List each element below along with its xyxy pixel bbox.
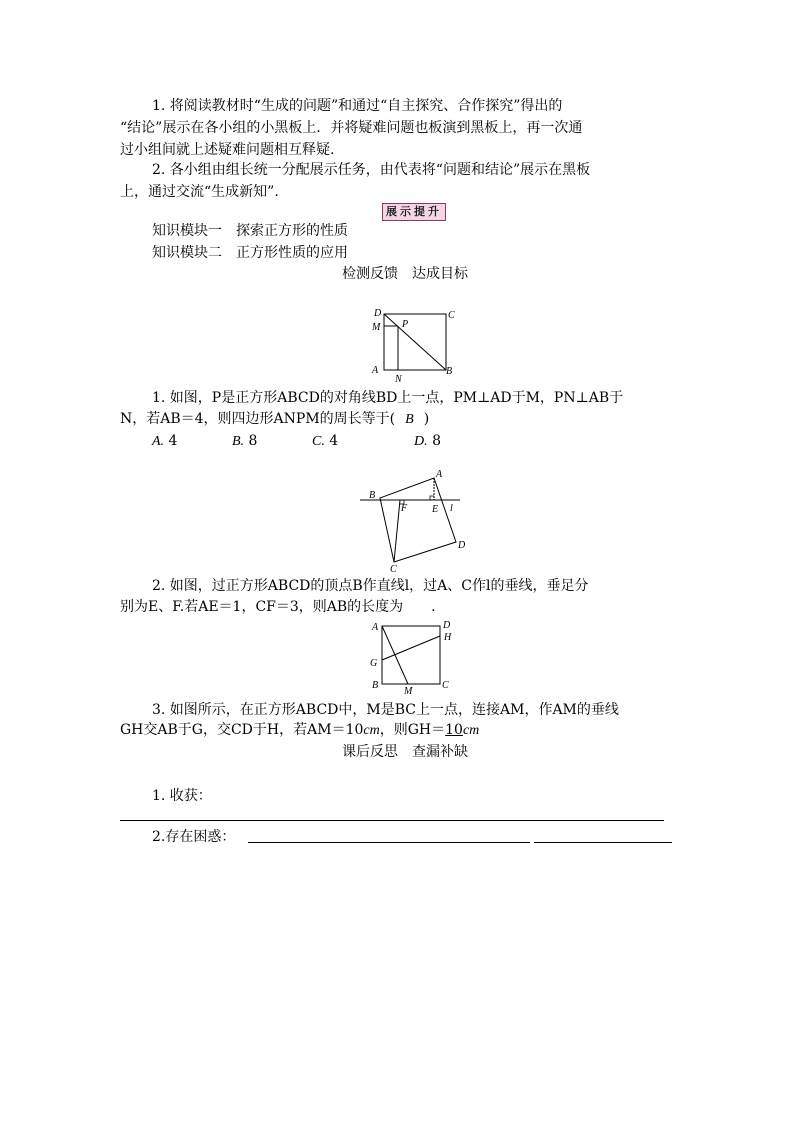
fig3-label-m: M (404, 686, 413, 697)
intro-item2-line2: 上，通过交流“生成新知”. (120, 184, 279, 200)
fig2-label-a: A (436, 469, 443, 480)
fig1-label-m: M (372, 322, 381, 333)
module-one: 知识模块一 探索正方形的性质 (152, 223, 348, 239)
q3-line2 (120, 720, 479, 741)
q1-option-a-letter: A. (152, 434, 165, 449)
fig1-label-n: N (395, 374, 402, 385)
fig3-label-g: G (370, 658, 378, 669)
intro-item2-line1: 2. 各小组由组长统一分配展示任务，由代表将“问题和结论”展示在黑板 (152, 162, 591, 178)
fig1-label-p: P (402, 319, 409, 330)
fig1-label-b: B (446, 366, 453, 377)
q1-stem-end: N，若AB＝4，则四边形ANPM的周长等于( (120, 411, 396, 427)
fig2-label-c: C (390, 564, 397, 575)
q1-option-b-value: 8 (248, 433, 258, 449)
fig3-label-a: A (372, 622, 379, 633)
q1-close-paren: ) (423, 411, 430, 427)
figure-2-tilted-square (356, 468, 476, 578)
q3-answer: 10 (445, 722, 463, 738)
fig2-label-b: B (369, 490, 376, 501)
section-badge: 展示提升 (382, 203, 446, 221)
fig1-label-c: C (448, 310, 455, 321)
figure-3-square-perpendicular (368, 616, 464, 696)
fig2-label-e: E (432, 504, 439, 515)
fig3-label-c: C (442, 680, 449, 691)
q3-stem-mid: ，则GH＝ (379, 722, 446, 738)
q2-line2: 别为E、F.若AE＝1，CF＝3，则AB的长度为 . (120, 599, 436, 615)
intro-item1-line1: 1. 将阅读教材时“生成的问题”和通过“自主探究、合作探究”得出的 (152, 98, 563, 114)
intro-item1-line2: “结论”展示在各小组的小黑板上．并将疑难问题也板演到黑板上，再一次通 (120, 120, 583, 136)
fig2-label-d: D (458, 540, 466, 551)
q1-option-c-value: 4 (329, 433, 339, 449)
reflection-confusion: 2.存在困惑： (152, 829, 236, 845)
module-two: 知识模块二 正方形性质的应用 (152, 245, 348, 261)
q1-option-d-value: 8 (432, 433, 441, 449)
confusion-answer-line-2 (534, 842, 672, 843)
figure-1-square-diagonal (368, 306, 458, 386)
q3-unit: cm (363, 723, 380, 738)
confusion-answer-line-1 (248, 842, 530, 843)
q1-option-d (414, 431, 441, 452)
fig3-label-h: H (444, 632, 452, 643)
section-feedback-heading: 检测反馈 达成目标 (342, 266, 468, 282)
q1-option-a-value: 4 (168, 433, 178, 449)
fig3-label-b: B (372, 680, 379, 691)
q3-answer-unit: cm (462, 723, 480, 738)
q1-option-c (312, 431, 338, 452)
q2-line1: 2. 如图，过正方形ABCD的顶点B作直线l，过A、C作l的垂线，垂足分 (152, 578, 589, 594)
q1-line2 (120, 409, 429, 430)
q3-stem: GH交AB于G，交CD于H，若AM＝10 (120, 722, 364, 738)
q1-option-b-letter: B. (232, 434, 245, 449)
fig1-label-a: A (372, 365, 379, 376)
fig1-label-d: D (374, 308, 382, 319)
fig2-label-l: l (450, 503, 453, 514)
section-reflection-heading: 课后反思 查漏补缺 (342, 744, 468, 760)
fig3-label-d: D (443, 620, 451, 631)
q3-line1: 3. 如图所示，在正方形ABCD中，M是BC上一点，连接AM，作AM的垂线 (152, 702, 619, 718)
q1-line1: 1. 如图，P是正方形ABCD的对角线BD上一点，PM⊥AD于M，PN⊥AB于 (152, 390, 624, 406)
intro-item1-line3: 过小组间就上述疑难问题相互释疑. (120, 142, 335, 158)
q1-answer: B (405, 412, 414, 427)
reflection-gain: 1. 收获： (152, 788, 212, 804)
q1-option-d-letter: D. (414, 434, 428, 449)
q1-option-a (152, 431, 177, 452)
q1-option-c-letter: C. (312, 434, 325, 449)
gain-answer-line (120, 820, 664, 821)
q1-option-b (232, 431, 257, 452)
fig2-label-f: F (401, 503, 408, 514)
